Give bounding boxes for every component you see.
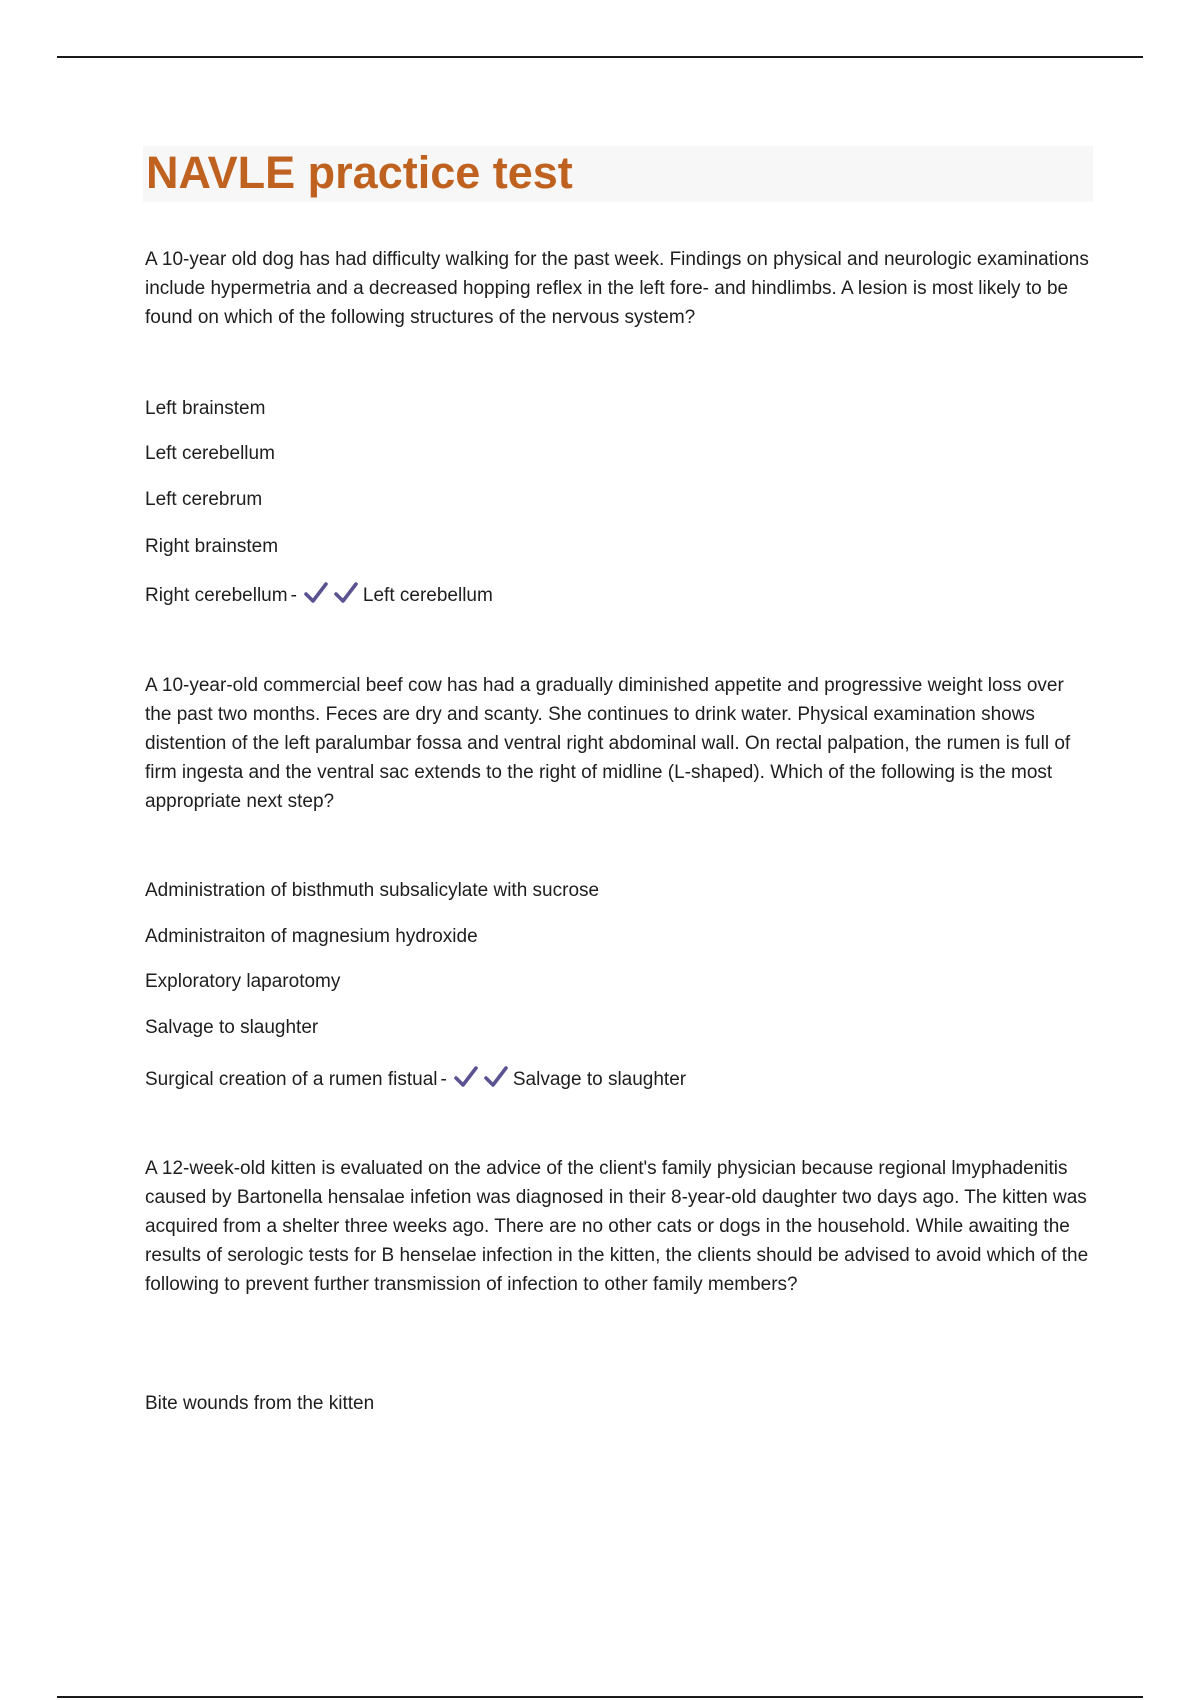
answer-separator: - bbox=[440, 1069, 447, 1090]
answer-separator: - bbox=[290, 585, 297, 606]
checkmark-icon bbox=[303, 580, 329, 606]
question-2-option-5: Surgical creation of a rumen fistual bbox=[145, 1069, 438, 1090]
document-title: NAVLE practice test bbox=[146, 147, 573, 198]
question-2-option-4: Salvage to slaughter bbox=[145, 1017, 319, 1038]
bottom-rule bbox=[57, 1696, 1143, 1698]
question-2-text: A 10-year-old commercial beef cow has had a gradually diminished appetite and progressive weight loss over the past two months. Feces are dry and scanty. She continues to drink water. Physical examination shows distention of the left paralumbar fossa and ventral right abdominal wall. On rectal palpation, the rumen is full of firm ingesta and the ventral sac extends to the right of midline (L-shaped). Which of the following is the most appropriate next step? bbox=[145, 675, 1071, 812]
question-1-option-1: Left brainstem bbox=[145, 398, 266, 419]
question-1-answer: Left cerebellum bbox=[362, 585, 493, 606]
question-3-text: A 12-week-old kitten is evaluated on the advice of the client's family physician because regional lmyphadenitis caused by Bartonella hensalae infetion was diagnosed in their 8-year-old daughter two days ago. The kitten was acquired from a shelter three weeks ago. There are no other cats or dogs in the household. While awaiting the results of serologic tests for B henselae infection in the kitten, the clients should be advised to avoid which of the following to prevent further transmission of infection to other family members? bbox=[145, 1158, 1089, 1295]
question-1-option-3: Left cerebrum bbox=[145, 489, 263, 510]
checkmark-icon bbox=[453, 1064, 479, 1090]
question-1-option-5-with-answer bbox=[145, 580, 493, 609]
top-rule bbox=[57, 56, 1143, 58]
question-3-option-1: Bite wounds from the kitten bbox=[145, 1393, 375, 1414]
question-2-option-3: Exploratory laparotomy bbox=[145, 971, 341, 992]
question-1-option-2: Left cerebellum bbox=[145, 443, 275, 464]
question-1-option-5: Right cerebellum bbox=[145, 585, 288, 606]
question-2-option-2: Administraiton of magnesium hydroxide bbox=[145, 926, 478, 947]
question-1-option-4: Right brainstem bbox=[145, 536, 279, 557]
checkmark-icon bbox=[333, 580, 359, 606]
question-2-option-1: Administration of bisthmuth subsalicylate with sucrose bbox=[145, 880, 600, 901]
question-1-text: A 10-year old dog has had difficulty walking for the past week. Findings on physical and neurologic examinations include hypermetria and a decreased hopping reflex in the left fore- and hindlimbs. A lesion is most likely to be found on which of the following structures of the nervous system? bbox=[145, 249, 1089, 328]
question-2-option-5-with-answer bbox=[145, 1064, 686, 1093]
checkmark-icon bbox=[483, 1064, 509, 1090]
question-2-answer: Salvage to slaughter bbox=[512, 1069, 687, 1090]
